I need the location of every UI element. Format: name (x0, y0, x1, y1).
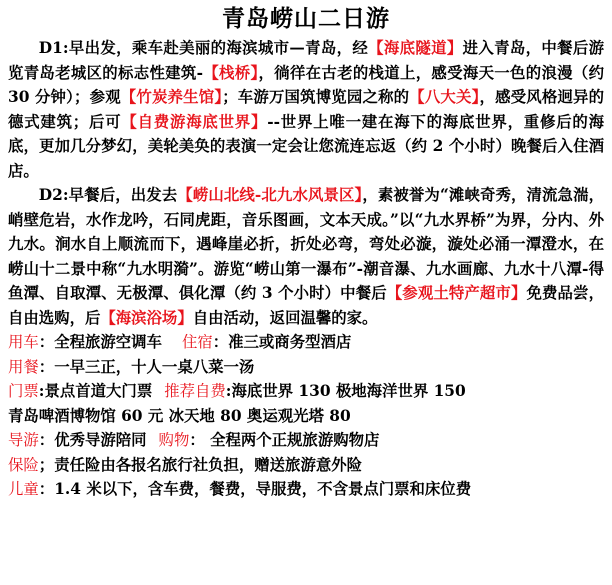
guide-value: ：优秀导游陪同 (38, 431, 147, 449)
tickets-label: 门票 (8, 382, 39, 400)
day2-text-2: ，素被誉为“滩峡奇秀，清流急湍，峭壁危岩，水作龙吟，石同虎距，音乐图画，文本天成。”以“九水界桥”为界，分内、外九水。涧水自上顺流而下，遇峰崖必折，折处必弯，弯处必漩，漩处必涌一潭澄水，在崂山十二景中称“九水明漪”。游览“崂山第一瀑布”-潮音瀑、九水画廊、九水十八潭-得鱼潭、自取潭、无极潭、俱化潭（约 3 个小时）中餐后 (8, 186, 604, 302)
insurance-value: ；责任险由各报名旅行社负担，赠送旅游意外险 (38, 455, 363, 474)
highlight-laoshan-north: 【崂山北线-北九水风景区】 (177, 186, 363, 204)
page-title: 青岛崂山二日游 (222, 5, 390, 32)
optional-value: :海底世界 130 极地海洋世界 150 (225, 382, 466, 400)
highlight-beach: 【海滨浴场】 (100, 308, 193, 327)
insurance-label: 保险 (8, 455, 39, 474)
transport-value: ：全程旅游空调车 (38, 333, 162, 351)
day1-text-1: 早出发，乘车赴美丽的海滨城市—青岛，经 (68, 39, 369, 57)
info-optional-continued (8, 404, 604, 429)
optional-value-2: 青岛啤酒博物馆 60 元 冰天地 80 奥运观光塔 80 (8, 406, 351, 425)
shopping-label: 购物 (158, 431, 190, 449)
info-meals (8, 355, 604, 380)
highlight-badaguan: 【八大关】 (409, 88, 480, 106)
day2-paragraph (8, 183, 604, 330)
optional-label: 推荐自费 (164, 382, 226, 400)
highlight-zhanqiao: 【栈桥】 (203, 63, 259, 82)
day1-text-3: ，徜徉在古老的栈道上，感受海天一色的浪漫（约 30 分钟）；参观 (8, 63, 604, 106)
transport-label: 用车 (8, 333, 39, 351)
lodging-value: ：准三或商务型酒店 (212, 333, 352, 351)
highlight-bamboo-hall: 【竹炭养生馆】 (120, 88, 223, 106)
day1-paragraph (8, 36, 604, 183)
itinerary-document (0, 4, 612, 585)
info-children (8, 477, 604, 502)
meals-value: ：一早三正，十人一桌八菜一汤 (38, 357, 255, 376)
info-insurance (8, 453, 604, 478)
highlight-underwater-world: 【自费游海底世界】 (121, 112, 268, 131)
day1-text-4: ；车游万国筑博览园之称的 (222, 88, 410, 106)
day2-label: D2: (38, 186, 69, 204)
highlight-specialty-market: 【参观土特产超市】 (386, 284, 527, 302)
meals-label: 用餐 (8, 357, 39, 376)
children-value: ：1.4 米以下，含车费，餐费，导服费，不含景点门票和床位费 (38, 480, 472, 498)
children-label: 儿童 (8, 480, 39, 498)
info-transport-lodging (8, 330, 604, 355)
lodging-label: 住宿 (181, 333, 213, 351)
day1-text-6: --世界上唯一建在海下的海底世界，重修后的海底，更加几分梦幻，美轮美奂的表演一定会让您流连忘返（约 2 个小时）晚餐后入住酒店。 (8, 112, 604, 180)
info-tickets (8, 379, 604, 404)
day2-text-1: 早餐后，出发去 (68, 186, 178, 204)
info-guide-shopping (8, 428, 604, 453)
shopping-value: ： 全程两个正规旅游购物店 (189, 431, 380, 449)
day2-text-3: 免费品尝，自由选购，后 (8, 284, 604, 327)
day1-text-2: 进入青岛，中餐后游览青岛老城区的标志性建筑- (8, 39, 604, 82)
tickets-value: :景点首道大门票 (38, 382, 153, 400)
guide-label: 导游 (8, 431, 39, 449)
day1-label: D1: (38, 39, 69, 57)
day2-text-4: 自由活动，返回温馨的家。 (192, 308, 378, 327)
day1-text-5: ，感受风格迥异的德式建筑；后可 (8, 88, 604, 131)
highlight-sea-tunnel: 【海底隧道】 (368, 39, 463, 57)
